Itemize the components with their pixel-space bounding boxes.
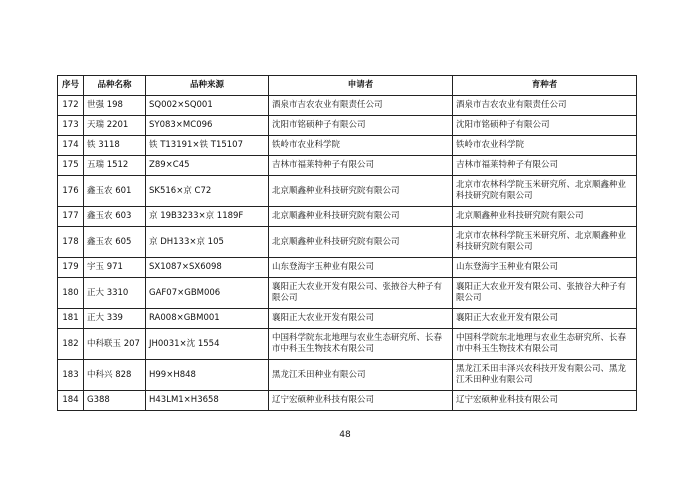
- cell-no: 177: [58, 207, 84, 227]
- cell-breeder: 铁岭市农业科学院: [453, 136, 637, 156]
- cell-breeder: 北京市农林科学院玉米研究所、北京顺鑫种业科技研究院有限公司: [453, 227, 637, 258]
- page-number: 48: [339, 430, 351, 440]
- cell-name: G388: [84, 391, 146, 411]
- cell-breeder: 吉林市福莱特种子有限公司: [453, 156, 637, 176]
- cell-no: 183: [58, 360, 84, 391]
- cell-name: 世强 198: [84, 96, 146, 116]
- table-row: [58, 309, 637, 329]
- cell-source: SQ002×SQ001: [146, 96, 269, 116]
- cell-applicant: 沈阳市铭硕种子有限公司: [269, 116, 453, 136]
- cell-breeder: 辽宁宏硕种业科技有限公司: [453, 391, 637, 411]
- cell-breeder: 北京市农林科学院玉米研究所、北京顺鑫种业科技研究院有限公司: [453, 176, 637, 207]
- cell-source: JH0031×沈 1554: [146, 329, 269, 360]
- cell-name: 铁 3118: [84, 136, 146, 156]
- cell-source: GAF07×GBM006: [146, 278, 269, 309]
- cell-name: 五瑞 1512: [84, 156, 146, 176]
- cell-applicant: 黑龙江禾田种业有限公司: [269, 360, 453, 391]
- header-breeder: 育种者: [453, 76, 637, 96]
- cell-no: 182: [58, 329, 84, 360]
- cell-name: 鑫玉农 603: [84, 207, 146, 227]
- cell-no: 178: [58, 227, 84, 258]
- table-row: [58, 360, 637, 391]
- cell-applicant: 中国科学院东北地理与农业生态研究所、长春市中科玉生物技术有限公司: [269, 329, 453, 360]
- table-row: [58, 207, 637, 227]
- cell-name: 中科联玉 207: [84, 329, 146, 360]
- table-header-row: [58, 76, 637, 96]
- cell-source: 京 19B3233×京 1189F: [146, 207, 269, 227]
- cell-breeder: 沈阳市铭硕种子有限公司: [453, 116, 637, 136]
- header-applicant: 申请者: [269, 76, 453, 96]
- cell-no: 173: [58, 116, 84, 136]
- cell-applicant: 襄阳正大农业开发有限公司、张掖谷大种子有限公司: [269, 278, 453, 309]
- cell-name: 天瑞 2201: [84, 116, 146, 136]
- cell-name: 鑫玉农 601: [84, 176, 146, 207]
- header-variety-source: 品种来源: [146, 76, 269, 96]
- cell-breeder: 襄阳正大农业开发有限公司、张掖谷大种子有限公司: [453, 278, 637, 309]
- cell-no: 172: [58, 96, 84, 116]
- cell-name: 正大 3310: [84, 278, 146, 309]
- cell-no: 179: [58, 258, 84, 278]
- table-row: [58, 116, 637, 136]
- cell-source: H43LM1×H3658: [146, 391, 269, 411]
- cell-no: 180: [58, 278, 84, 309]
- cell-source: SX1087×SX6098: [146, 258, 269, 278]
- cell-applicant: 山东登海宇玉种业有限公司: [269, 258, 453, 278]
- cell-no: 176: [58, 176, 84, 207]
- cell-breeder: 酒泉市吉农农业有限责任公司: [453, 96, 637, 116]
- cell-source: RA008×GBM001: [146, 309, 269, 329]
- cell-name: 鑫玉农 605: [84, 227, 146, 258]
- table-row: [58, 278, 637, 309]
- cell-name: 宇玉 971: [84, 258, 146, 278]
- cell-breeder: 北京顺鑫种业科技研究院有限公司: [453, 207, 637, 227]
- cell-no: 174: [58, 136, 84, 156]
- cell-applicant: 酒泉市吉农农业有限责任公司: [269, 96, 453, 116]
- cell-no: 175: [58, 156, 84, 176]
- cell-source: H99×H848: [146, 360, 269, 391]
- cell-no: 181: [58, 309, 84, 329]
- cell-source: SY083×MC096: [146, 116, 269, 136]
- cell-source: SK516×京 C72: [146, 176, 269, 207]
- cell-breeder: 襄阳正大农业开发有限公司: [453, 309, 637, 329]
- cell-applicant: 北京顺鑫种业科技研究院有限公司: [269, 176, 453, 207]
- cell-applicant: 辽宁宏硕种业科技有限公司: [269, 391, 453, 411]
- cell-applicant: 铁岭市农业科学院: [269, 136, 453, 156]
- cell-no: 184: [58, 391, 84, 411]
- cell-breeder: 中国科学院东北地理与农业生态研究所、长春市中科玉生物技术有限公司: [453, 329, 637, 360]
- header-serial: 序号: [58, 76, 84, 96]
- cell-applicant: 襄阳正大农业开发有限公司: [269, 309, 453, 329]
- table-row: [58, 329, 637, 360]
- table-row: [58, 227, 637, 258]
- table-row: [58, 391, 637, 411]
- cell-name: 中科兴 828: [84, 360, 146, 391]
- table-row: [58, 176, 637, 207]
- table-row: [58, 136, 637, 156]
- cell-name: 正大 339: [84, 309, 146, 329]
- cell-applicant: 吉林市福莱特种子有限公司: [269, 156, 453, 176]
- cell-source: 铁 T13191×铁 T15107: [146, 136, 269, 156]
- variety-table: [57, 75, 637, 411]
- cell-source: 京 DH133×京 105: [146, 227, 269, 258]
- cell-breeder: 山东登海宇玉种业有限公司: [453, 258, 637, 278]
- table-row: [58, 258, 637, 278]
- cell-source: Z89×C45: [146, 156, 269, 176]
- cell-applicant: 北京顺鑫种业科技研究院有限公司: [269, 227, 453, 258]
- cell-breeder: 黑龙江禾田丰泽兴农科技开发有限公司、黑龙江禾田种业有限公司: [453, 360, 637, 391]
- table-row: [58, 96, 637, 116]
- header-variety-name: 品种名称: [84, 76, 146, 96]
- table-row: [58, 156, 637, 176]
- cell-applicant: 北京顺鑫种业科技研究院有限公司: [269, 207, 453, 227]
